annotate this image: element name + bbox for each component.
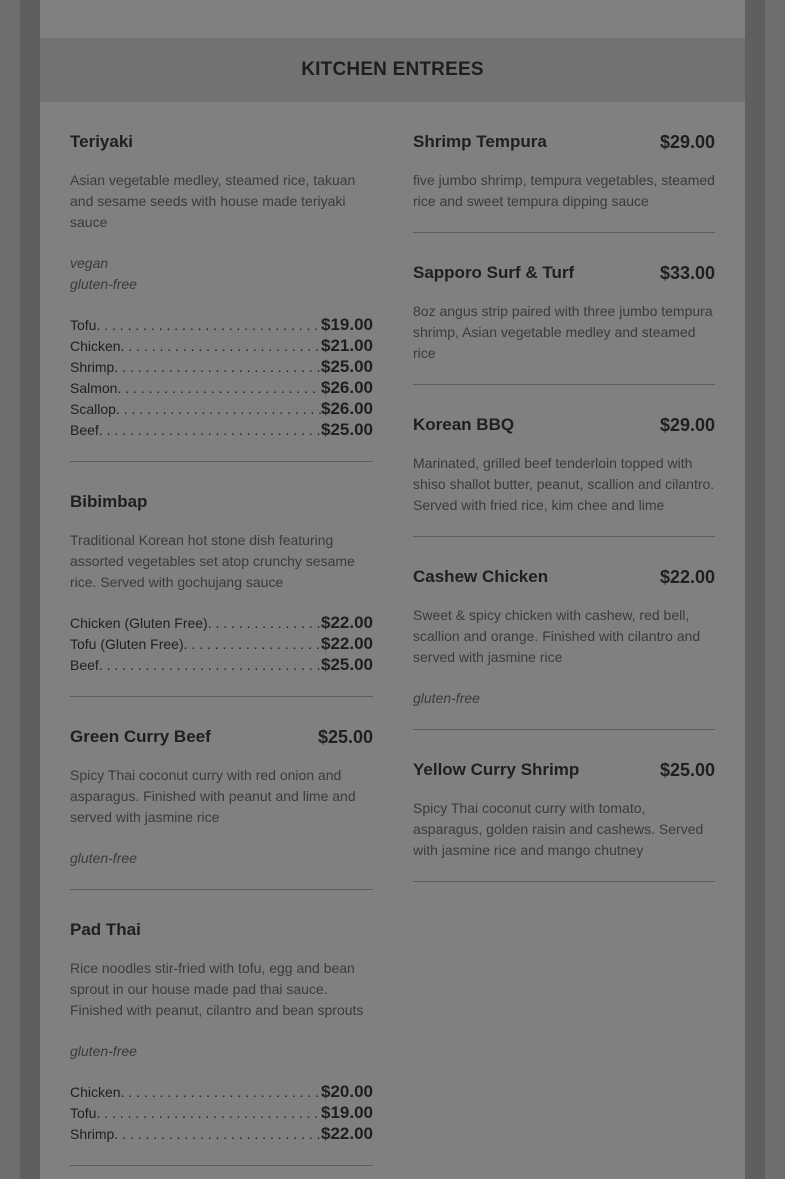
leader-dots (116, 401, 321, 417)
option-price: $22.00 (321, 1124, 373, 1143)
leader-dots (117, 380, 321, 396)
price-row (70, 420, 373, 441)
leader-dots (184, 636, 321, 652)
leader-dots (121, 1084, 321, 1100)
dietary-tags (70, 253, 373, 295)
menu-item-cashew-chicken (413, 537, 715, 730)
menu-item-teriyaki (70, 102, 373, 462)
leader-dots (114, 359, 321, 375)
price-row (70, 655, 373, 676)
option-price: $26.00 (321, 378, 373, 397)
item-name: Sapporo Surf & Turf (413, 263, 575, 282)
price-row (70, 613, 373, 634)
section-title: KITCHEN ENTREES (301, 59, 484, 80)
price-row (70, 1124, 373, 1145)
option-price: $19.00 (321, 1103, 373, 1122)
menu-item-shrimp-tempura (413, 102, 715, 233)
option-label: Beef (70, 422, 99, 438)
option-price: $25.00 (321, 655, 373, 674)
dietary-tag: vegan (70, 255, 109, 271)
option-price: $22.00 (321, 634, 373, 653)
leader-dots (99, 657, 321, 673)
price-row (70, 336, 373, 357)
price-row (70, 399, 373, 420)
item-name: Korean BBQ (413, 415, 515, 434)
item-description: Sweet & spicy chicken with cashew, red bell, scallion and orange. Finished with cilantro and served with jasmine rice (413, 607, 701, 665)
item-name: Green Curry Beef (70, 727, 211, 746)
item-price: $29.00 (659, 131, 715, 152)
section-header (40, 38, 745, 102)
option-label: Salmon (70, 380, 118, 396)
item-price: $25.00 (317, 726, 373, 747)
price-row (70, 1103, 373, 1124)
option-label: Beef (70, 657, 99, 673)
item-description: five jumbo shrimp, tempura vegetables, steamed rice and sweet tempura dipping sauce (413, 172, 715, 209)
menu-item-bibimbap (70, 462, 373, 697)
option-price: $26.00 (321, 399, 373, 418)
leader-dots (114, 1126, 321, 1142)
option-label: Scallop (70, 401, 116, 417)
option-price: $21.00 (321, 336, 373, 355)
item-description: Asian vegetable medley, steamed rice, takuan and sesame seeds with house made teriyaki sauce (70, 172, 356, 230)
leader-dots (96, 317, 321, 333)
item-name: Bibimbap (70, 492, 148, 511)
item-description: Traditional Korean hot stone dish featuring assorted vegetables set atop crunchy sesame rice. Served with gochujang sauce (70, 532, 355, 590)
leader-dots (121, 338, 321, 354)
option-label: Tofu (70, 1105, 97, 1121)
item-name: Cashew Chicken (413, 567, 549, 586)
option-price: $20.00 (321, 1082, 373, 1101)
item-price: $33.00 (659, 262, 715, 283)
option-label: Chicken (70, 1084, 121, 1100)
dietary-tag: gluten-free (70, 1043, 137, 1059)
item-name: Shrimp Tempura (413, 132, 547, 151)
left-column (70, 102, 373, 1166)
price-list (70, 613, 373, 676)
menu-item-korean-bbq (413, 385, 715, 537)
option-label: Shrimp (70, 1126, 115, 1142)
item-description: Marinated, grilled beef tenderloin topped with shiso shallot butter, peanut, scallion and cilantro. Served with fried rice, kim chee and lime (413, 455, 715, 513)
dietary-tag: gluten-free (70, 850, 137, 866)
right-column (413, 102, 715, 882)
option-price: $19.00 (321, 315, 373, 334)
menu-item-pad-thai (70, 890, 373, 1166)
option-label: Chicken (Gluten Free) (70, 615, 208, 631)
menu-item-green-curry-beef (70, 697, 373, 890)
item-name: Yellow Curry Shrimp (413, 760, 580, 779)
menu-item-yellow-curry-shrimp (413, 730, 715, 882)
leader-dots (96, 1105, 321, 1121)
dietary-tag: gluten-free (413, 690, 480, 706)
option-label: Tofu (70, 317, 97, 333)
item-description: Rice noodles stir-fried with tofu, egg and bean sprout in our house made pad thai sauce. Finished with peanut, cilantro and bean sprouts (70, 960, 364, 1018)
price-row (70, 357, 373, 378)
item-name: Pad Thai (70, 920, 141, 939)
option-price: $25.00 (321, 357, 373, 376)
option-price: $22.00 (321, 613, 373, 632)
price-list (70, 315, 373, 441)
item-description: Spicy Thai coconut curry with tomato, asparagus, golden raisin and cashews. Served with jasmine rice and mango chutney (413, 800, 704, 858)
item-price: $29.00 (659, 414, 715, 435)
leader-dots (208, 615, 321, 631)
price-row (70, 634, 373, 655)
option-price: $25.00 (321, 420, 373, 439)
item-description: 8oz angus strip paired with three jumbo tempura shrimp, Asian vegetable medley and steamed rice (413, 303, 713, 361)
price-row (70, 1082, 373, 1103)
option-label: Shrimp (70, 359, 115, 375)
option-label: Chicken (70, 338, 121, 354)
option-label: Tofu (Gluten Free) (70, 636, 184, 652)
price-row (70, 315, 373, 336)
item-price: $22.00 (659, 566, 715, 587)
item-name: Teriyaki (70, 132, 134, 151)
leader-dots (99, 422, 321, 438)
item-description: Spicy Thai coconut curry with red onion and asparagus. Finished with peanut and lime and served with jasmine rice (70, 767, 356, 825)
dietary-tag: gluten-free (70, 276, 137, 292)
price-list (70, 1082, 373, 1145)
menu-card (40, 0, 745, 1179)
item-price: $25.00 (659, 759, 715, 780)
menu-item-sapporo-surf-turf (413, 233, 715, 385)
price-row (70, 378, 373, 399)
